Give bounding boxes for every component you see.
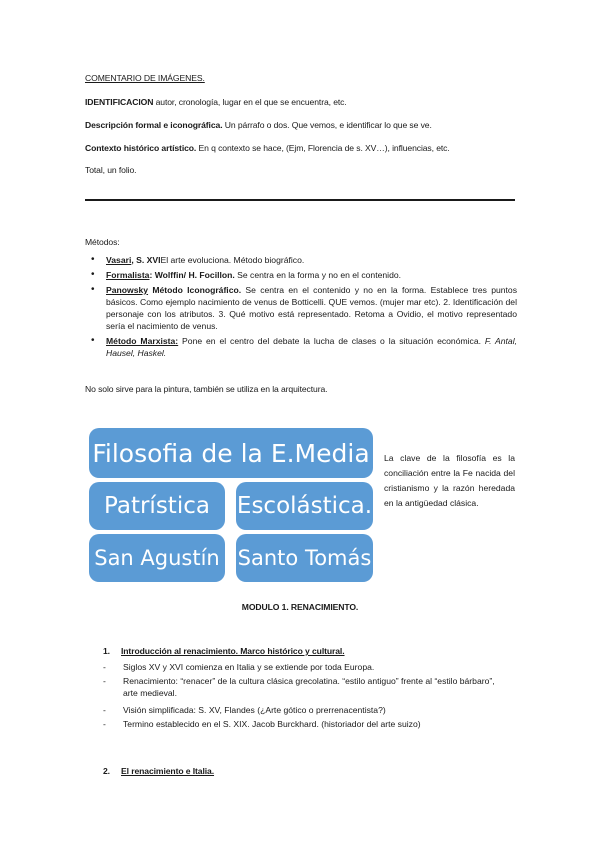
diagram-patristica-box bbox=[89, 482, 225, 530]
contexto-line bbox=[85, 142, 450, 154]
descripcion-label: Descripción formal e iconográfica. bbox=[85, 120, 223, 130]
metodo-label: Panowsky bbox=[106, 285, 149, 295]
contexto-text: En q contexto se hace, (Ejm, Florencia de s. XV…), influencias, etc. bbox=[196, 143, 450, 153]
diagram-escolastica-box bbox=[236, 482, 373, 530]
list-item: • Vasari, S. XVIEl arte evoluciona. Método biográfico. bbox=[85, 254, 517, 266]
descripcion-text: Un párrafo o dos. Que vemos, e identificar lo que se ve. bbox=[222, 120, 432, 130]
section2-number: 2. bbox=[103, 766, 110, 776]
metodos-list bbox=[85, 254, 517, 362]
section1-title: Introducción al renacimiento. Marco histórico y cultural. bbox=[121, 646, 345, 656]
metodo-label: Método Marxista: bbox=[106, 336, 179, 346]
modulo-title: MODULO 1. RENACIMIENTO. bbox=[241, 602, 359, 612]
descripcion-line bbox=[85, 119, 432, 131]
bullet-text: Visión simplificada: S. XV, Flandes (¿Arte gótico o prerrenacentista?) bbox=[123, 705, 386, 715]
list-item bbox=[85, 335, 517, 359]
bullet-text: Renacimiento: “renacer” de la cultura clásica grecolatina. “estilo antiguo” frente al “estilo bárbaro”, arte medieval. bbox=[123, 676, 495, 698]
metodo-sublabel: Wolffin/ H. Focillon. bbox=[154, 270, 235, 280]
diagram-top-label: Filosofia de la E.Media bbox=[92, 438, 370, 468]
diagram-side-text: La clave de la filosofía es la conciliación entre la Fe nacida del cristianismo y la razón heredada en la antigüedad clásica. bbox=[384, 453, 515, 508]
diagram-escolastica-label: Escolástica. bbox=[236, 493, 373, 519]
bullet-text: Siglos XV y XVI comienza en Italia y se extiende por toda Europa. bbox=[123, 662, 375, 672]
contexto-label: Contexto histórico artístico. bbox=[85, 143, 197, 153]
metodo-sublabel: S. XVI bbox=[136, 255, 161, 265]
metodo-sublabel: Método Iconográfico. bbox=[152, 285, 242, 295]
section1-number: 1. bbox=[103, 646, 110, 656]
metodo-authors: F. Antal, Hausel, Haskel. bbox=[106, 336, 517, 358]
doc-title: COMENTARIO DE IMÁGENES. bbox=[85, 73, 205, 83]
horizontal-divider bbox=[85, 199, 515, 201]
list-item bbox=[85, 284, 517, 332]
metodo-label: Vasari bbox=[106, 255, 132, 265]
list-item: • Formalista: Wolffin/ H. Focillon. Se centra en la forma y no en el contenido. bbox=[85, 269, 517, 281]
metodo-text: Pone en el centro del debate la lucha de clases o la situación económica. bbox=[178, 336, 485, 346]
diagram-patristica-label: Patrística bbox=[104, 493, 210, 519]
list-item: - Visión simplificada: S. XV, Flandes (¿Arte gótico o prerrenacentista?) bbox=[103, 704, 523, 716]
diagram-san-agustin-box bbox=[89, 534, 225, 582]
identificacion-line bbox=[85, 96, 347, 108]
metodos-heading: Métodos: bbox=[85, 237, 120, 247]
diagram-san-agustin-label: San Agustín bbox=[94, 546, 220, 570]
diagram-santo-tomas-label: Santo Tomás bbox=[237, 546, 372, 570]
list-item: - Termino establecido en el S. XIX. Jacob Burckhard. (historiador del arte suizo) bbox=[103, 718, 523, 730]
diagram-santo-tomas-box bbox=[236, 534, 373, 582]
identificacion-text: autor, cronología, lugar en el que se encuentra, etc. bbox=[153, 97, 347, 107]
metodos-note: No solo sirve para la pintura, también se utiliza en la arquitectura. bbox=[85, 384, 328, 394]
metodo-text: Se centra en la forma y no en el contenido. bbox=[234, 270, 402, 280]
list-item: - Renacimiento: “renacer” de la cultura clásica grecolatina. “estilo antiguo” frente al “estilo bárbaro”, arte medieval. bbox=[103, 675, 503, 699]
metodo-text: Se centra en el contenido y no en la forma. Establece tres puntos básicos. Como ejemplo nacimiento de venus de Botticelli. QUE vemos. (mujer mar etc). 2. Identificación del personaje con los atributos. 3. Qué motivo está representado. Retoma a Ovidio, el motivo representado sería el nacimiento de venus. bbox=[106, 285, 518, 331]
total-line: Total, un folio. bbox=[85, 165, 137, 175]
section2-title: El renacimiento e Italia. bbox=[121, 766, 215, 776]
metodo-text: El arte evoluciona. Método biográfico. bbox=[160, 255, 305, 265]
list-item: - Siglos XV y XVI comienza en Italia y se extiende por toda Europa. bbox=[103, 661, 523, 673]
diagram-top-box bbox=[89, 428, 373, 478]
bullet-text: Termino establecido en el S. XIX. Jacob Burckhard. (historiador del arte suizo) bbox=[123, 719, 421, 729]
metodo-label: Formalista bbox=[106, 270, 150, 280]
identificacion-label: IDENTIFICACION bbox=[85, 97, 154, 107]
